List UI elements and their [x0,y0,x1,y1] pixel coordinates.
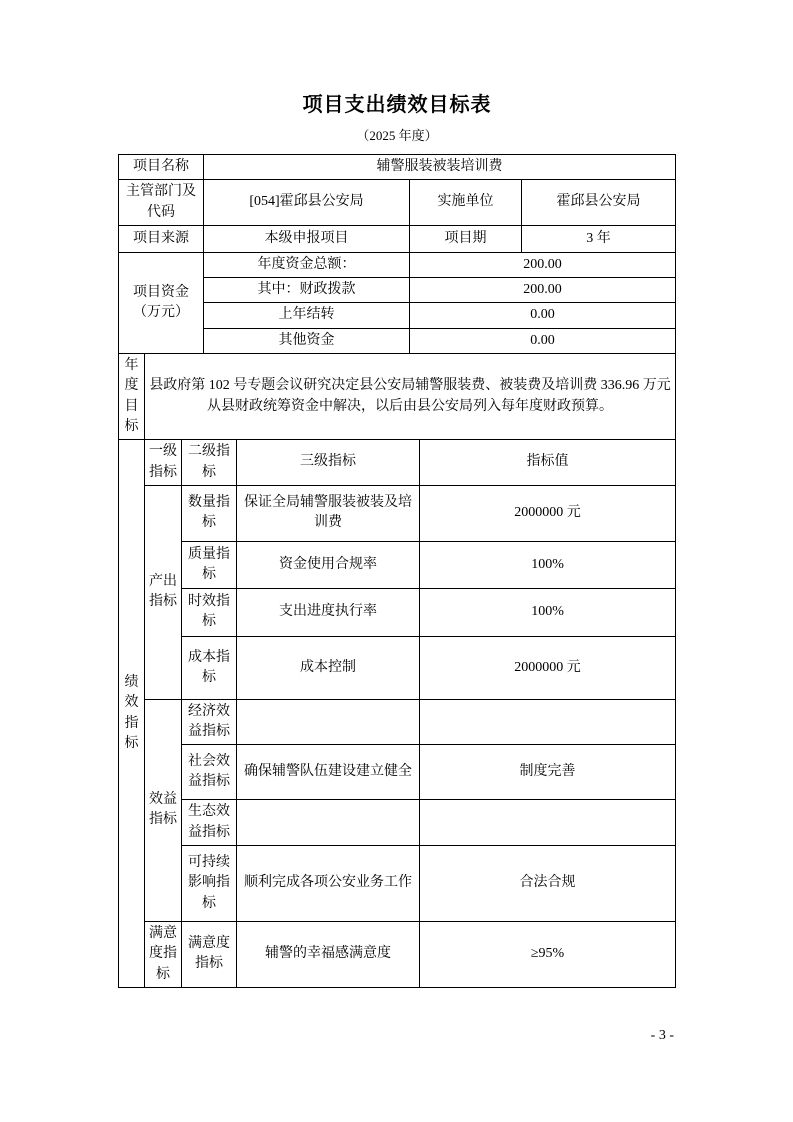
indicator-value: 100% [420,588,676,636]
indicator-l3: 成本控制 [237,636,420,699]
indicator-l3 [237,800,420,846]
indicator-l3: 支出进度执行率 [237,588,420,636]
indicator-l3: 资金使用合规率 [237,541,420,588]
table-row [119,155,676,180]
indicator-value: 2000000 元 [420,485,676,541]
group-output-label: 产出指标 [145,485,182,699]
table-row [119,846,676,922]
dept-value: [054]霍邱县公安局 [204,180,410,226]
performance-target-table [118,154,676,988]
funds-row-value: 200.00 [410,278,676,303]
table-row [119,800,676,846]
source-label: 项目来源 [119,225,204,252]
group-benefit-label: 效益指标 [145,699,182,921]
indicator-value: 100% [420,541,676,588]
table-row [119,745,676,800]
indicator-l2: 经济效益指标 [182,699,237,745]
funds-row-label: 其中：财政拨款 [204,278,410,303]
header-level3: 三级指标 [237,440,420,486]
project-name-value: 辅警服装被装培训费 [204,155,676,180]
indicator-l2: 时效指标 [182,588,237,636]
indicator-l3: 确保辅警队伍建设建立健全 [237,745,420,800]
indicator-l2: 可持续影响指标 [182,846,237,922]
project-name-label: 项目名称 [119,155,204,180]
indicator-value: 2000000 元 [420,636,676,699]
table-row [119,541,676,588]
indicator-value: 制度完善 [420,745,676,800]
indicator-value: ≥95% [420,922,676,988]
page-title: 项目支出绩效目标表 [302,94,492,116]
indicator-l3: 保证全局辅警服装被装及培训费 [237,485,420,541]
table-row [119,354,676,440]
header-value: 指标值 [420,440,676,486]
funds-row-value: 0.00 [410,303,676,328]
table-row [119,440,676,486]
indicator-l3 [237,699,420,745]
page-subtitle: （2025 年度） [356,128,438,143]
indicator-l3: 顺利完成各项公安业务工作 [237,846,420,922]
header-level1: 一级指标 [145,440,182,486]
table-row [119,699,676,745]
indicator-value [420,699,676,745]
document-page [118,88,676,988]
indicator-l3: 辅警的幸福感满意度 [237,922,420,988]
indicator-l2: 满意度指标 [182,922,237,988]
impl-unit-value: 霍邱县公安局 [522,180,676,226]
table-row [119,588,676,636]
indicator-l2: 社会效益指标 [182,745,237,800]
funds-row-label: 年度资金总额： [204,252,410,277]
annual-goal-text: 县政府第 102 号专题会议研究决定县公安局辅警服装费、被装费及培训费 336.96 万元从县财政统筹资金中解决，以后由县公安局列入每年度财政预算。 [145,354,676,440]
annual-goal-label: 年度目标 [119,354,145,440]
indicator-value [420,800,676,846]
indicator-l2: 数量指标 [182,485,237,541]
dept-label: 主管部门及代码 [119,180,204,226]
funds-label: 项目资金（万元） [119,252,204,353]
header-level2: 二级指标 [182,440,237,486]
indicator-value: 合法合规 [420,846,676,922]
funds-row-label: 上年结转 [204,303,410,328]
table-row [119,636,676,699]
page-number: - 3 - [650,1028,674,1043]
table-row [119,922,676,988]
table-row [119,252,676,277]
indicator-l2: 成本指标 [182,636,237,699]
impl-unit-label: 实施单位 [410,180,522,226]
period-value: 3 年 [522,225,676,252]
group-satisfaction-label: 满意度指标 [145,922,182,988]
funds-row-value: 0.00 [410,328,676,353]
funds-row-value: 200.00 [410,252,676,277]
table-row [119,180,676,226]
funds-row-label: 其他资金 [204,328,410,353]
source-value: 本级申报项目 [204,225,410,252]
indicator-l2: 生态效益指标 [182,800,237,846]
table-row [119,225,676,252]
indicators-section-label: 绩效指标 [119,440,145,988]
indicator-l2: 质量指标 [182,541,237,588]
table-row [119,485,676,541]
period-label: 项目期 [410,225,522,252]
